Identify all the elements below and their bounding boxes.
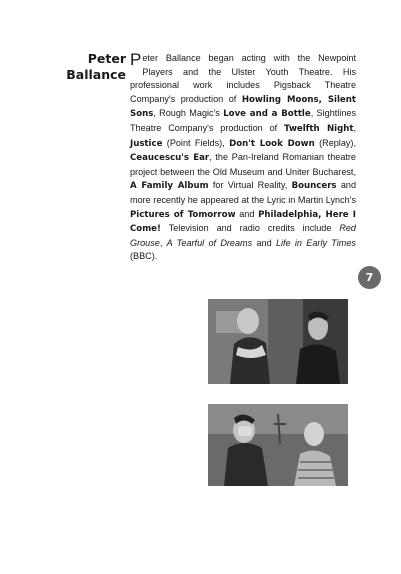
bio-title-bold: Pictures of Tomorrow (130, 209, 236, 220)
actor-first-name: Peter (87, 51, 126, 66)
bio-title-bold: Bouncers (291, 181, 337, 192)
bio-title-bold: Twelfth Night (284, 123, 354, 134)
bio-text-segment: , the Pan-Ireland Romanian theatre project between the Old Museum and Uniter Bucharest, (130, 152, 356, 177)
bio-text-segment: (BBC). (130, 251, 158, 262)
bio-text-segment: and (252, 237, 276, 248)
bio-title-italic: Red Grouse (130, 223, 356, 248)
bio-title-bold: A Family Album (130, 181, 209, 192)
page-number-badge: 7 (358, 266, 381, 289)
rehearsal-photo-2 (208, 404, 348, 486)
bio-title-bold: Philadelphia, Here I Come! (130, 209, 356, 235)
bio-text-segment: , Rough Magic's (153, 108, 224, 119)
bio-text-segment: (Point Fields), (162, 137, 230, 148)
bio-text-segment: , (353, 122, 356, 133)
bio-text-segment: , Sightlines Theatre Company's production of (130, 108, 356, 133)
bio-title-bold: Howling Moons, Silent Sons (130, 94, 356, 120)
bio-text-segment: , (159, 237, 167, 248)
bio-title-italic: Life in Early Times (275, 237, 356, 248)
bio-title-bold: Don't Look Down (229, 138, 315, 149)
bio-text-segment: Television and radio credits include (160, 223, 340, 234)
rehearsal-photo-1 (208, 299, 348, 384)
bio-title-bold: Love and a Bottle (223, 109, 311, 120)
bio-title-italic: A Tearful of Dreams (166, 237, 253, 248)
bio-title-bold: Justice (130, 138, 163, 149)
bio-text-segment: for Virtual Reality, (208, 180, 292, 191)
bio-dropcap: P (130, 50, 142, 69)
bio-text-segment: and (235, 208, 259, 219)
bio-body (130, 50, 356, 262)
actor-biography (130, 52, 356, 264)
bio-text-segment: (Replay), (314, 137, 356, 148)
bio-text-segment: and more recently he appeared at the Lyric in Martin Lynch's (130, 180, 356, 205)
bio-text-segment: eter Ballance began acting with the Newpoint Players and the Ulster Youth Theatre. His professional work includes Pigsback Theatre Company's production of (130, 53, 356, 104)
bio-title-bold: Ceaucescu's Ear (130, 153, 210, 164)
actor-name-heading (66, 51, 126, 83)
actor-last-name: Ballance (66, 67, 126, 82)
